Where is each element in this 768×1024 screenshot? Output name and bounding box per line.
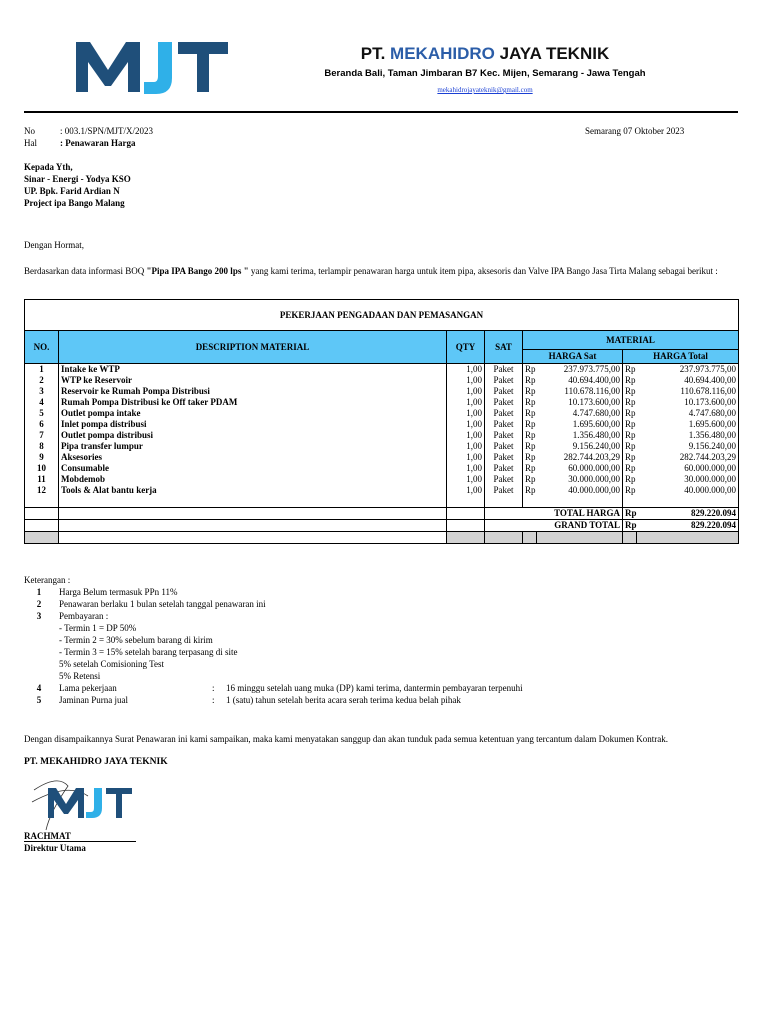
logo-j-shape	[144, 42, 172, 94]
row-harga-sat: 110.678.116,00	[537, 386, 623, 397]
row-no: 7	[25, 430, 59, 441]
company-logo	[74, 36, 234, 100]
signatory-name: RACHMAT	[24, 831, 136, 842]
row-harga-sat-currency: Rp	[523, 375, 537, 386]
table-row-end	[25, 532, 739, 544]
row-sat: Paket	[485, 452, 523, 463]
row-qty: 1,00	[447, 364, 485, 376]
row-harga-total-currency: Rp	[623, 441, 637, 452]
closing-paragraph: Dengan disampaikannya Surat Penawaran ini kami sampaikan, maka kami menyatakan sanggup dan akan tunduk pada semua ketentuan yang tercantum dalam Dokumen Kontrak.	[24, 734, 669, 744]
end-cell	[523, 532, 537, 544]
col-header-no: NO.	[25, 331, 59, 364]
row-no: 6	[25, 419, 59, 430]
table-row	[25, 386, 739, 397]
row-harga-total-currency: Rp	[623, 430, 637, 441]
row-harga-sat-currency: Rp	[523, 485, 537, 496]
table-row	[25, 419, 739, 430]
total-harga-blank-no	[25, 508, 59, 520]
row-harga-total: 30.000.000,00	[637, 474, 739, 485]
header-divider	[24, 111, 738, 113]
price-table-wrapper	[24, 299, 738, 544]
note-5-colon: :	[212, 695, 215, 705]
row-qty: 1,00	[447, 419, 485, 430]
row-harga-total-currency: Rp	[623, 452, 637, 463]
row-harga-sat: 237.973.775,00	[537, 364, 623, 376]
row-harga-sat-currency: Rp	[523, 386, 537, 397]
row-harga-sat: 4.747.680,00	[537, 408, 623, 419]
row-sat: Paket	[485, 375, 523, 386]
row-description: Mobdemob	[59, 474, 447, 485]
row-description: Intake ke WTP	[59, 364, 447, 376]
company-address: Beranda Bali, Taman Jimbaran B7 Kec. Mijen, Semarang - Jawa Tengah	[324, 68, 646, 79]
company-accent: MEKAHIDRO	[390, 44, 495, 63]
row-sat: Paket	[485, 364, 523, 376]
row-harga-sat: 9.156.240,00	[537, 441, 623, 452]
blank-cell	[537, 496, 623, 508]
end-cell	[537, 532, 623, 544]
row-harga-total: 110.678.116,00	[637, 386, 739, 397]
logo-t-shape	[178, 42, 228, 92]
grand-total-value: 829.220.094	[637, 520, 739, 532]
note-3-commissioning: 5% setelah Comisioning Test	[59, 659, 164, 669]
row-no: 1	[25, 364, 59, 376]
blank-cell	[485, 496, 523, 508]
notes-section	[24, 574, 738, 706]
row-harga-sat: 40.000.000,00	[537, 485, 623, 496]
row-harga-total: 1.356.480,00	[637, 430, 739, 441]
row-harga-total: 282.744.203,29	[637, 452, 739, 463]
note-5-value: 1 (satu) tahun setelah berita acara serah terima kedua belah pihak	[226, 695, 461, 705]
row-no: 10	[25, 463, 59, 474]
row-harga-sat: 1.695.600,00	[537, 419, 623, 430]
row-sat: Paket	[485, 485, 523, 496]
row-description: Inlet pompa distribusi	[59, 419, 447, 430]
grand-total-currency: Rp	[623, 520, 637, 532]
end-cell	[59, 532, 447, 544]
blank-cell	[637, 496, 739, 508]
row-harga-sat-currency: Rp	[523, 364, 537, 376]
letter-number-value: : 003.1/SPN/MJT/X/2023	[60, 126, 154, 136]
stamp-m-shape	[48, 788, 84, 818]
table-header-row-1	[25, 331, 739, 350]
note-3-retention: 5% Retensi	[59, 671, 101, 681]
row-harga-sat: 282.744.203,29	[537, 452, 623, 463]
table-title: PEKERJAAN PENGADAAN DAN PEMASANGAN	[25, 300, 739, 331]
row-sat: Paket	[485, 463, 523, 474]
row-qty: 1,00	[447, 408, 485, 419]
company-prefix: PT.	[360, 44, 386, 63]
table-row	[25, 364, 739, 376]
row-qty: 1,00	[447, 452, 485, 463]
intro-paragraph	[24, 266, 718, 276]
note-1-number: 1	[36, 587, 42, 597]
row-harga-sat: 1.356.480,00	[537, 430, 623, 441]
row-harga-total: 1.695.600,00	[637, 419, 739, 430]
signature-stamp-logo	[28, 772, 138, 832]
row-qty: 1,00	[447, 430, 485, 441]
col-header-description: DESCRIPTION MATERIAL	[59, 331, 447, 364]
total-harga-label: TOTAL HARGA	[485, 508, 623, 520]
note-4-number: 4	[36, 683, 42, 693]
logo-m-shape	[76, 42, 140, 92]
note-4-colon: :	[212, 683, 215, 693]
row-description: Rumah Pompa Distribusi ke Off taker PDAM	[59, 397, 447, 408]
stamp-j-shape	[86, 788, 102, 818]
table-row	[25, 430, 739, 441]
blank-cell	[25, 496, 59, 508]
intro-post: yang kami terima, terlampir penawaran harga untuk item pipa, aksesoris dan Valve IPA Bango Jasa Tirta Malang sebagai berikut :	[248, 266, 718, 276]
row-description: Outlet pompa intake	[59, 408, 447, 419]
intro-bold: "Pipa IPA Bango 200 lps "	[146, 266, 249, 276]
row-harga-total-currency: Rp	[623, 386, 637, 397]
note-5-number: 5	[36, 695, 42, 705]
row-description: Consumable	[59, 463, 447, 474]
row-harga-total-currency: Rp	[623, 419, 637, 430]
blank-cell	[623, 496, 637, 508]
note-3-termin-3: - Termin 3 = 15% setelah barang terpasang di site	[59, 647, 238, 657]
row-sat: Paket	[485, 441, 523, 452]
row-description: Reservoir ke Rumah Pompa Distribusi	[59, 386, 447, 397]
note-4-value: 16 minggu setelah uang muka (DP) kami terima, dantermin pembayaran terpenuhi	[226, 683, 523, 693]
row-harga-sat: 60.000.000,00	[537, 463, 623, 474]
row-harga-total-currency: Rp	[623, 397, 637, 408]
col-header-material: MATERIAL	[523, 331, 739, 350]
row-qty: 1,00	[447, 463, 485, 474]
grand-total-label: GRAND TOTAL	[485, 520, 623, 532]
recipient-line-2: Sinar - Energi - Yodya KSO	[24, 174, 131, 184]
row-description: Pipa transfer lumpur	[59, 441, 447, 452]
row-harga-sat-currency: Rp	[523, 474, 537, 485]
note-2-number: 2	[36, 599, 42, 609]
table-row	[25, 463, 739, 474]
note-5-text: Jaminan Purna jual	[59, 695, 128, 705]
col-header-harga-total: HARGA Total	[623, 350, 739, 364]
row-harga-total: 10.173.600,00	[637, 397, 739, 408]
row-description: Aksesories	[59, 452, 447, 463]
row-harga-total-currency: Rp	[623, 485, 637, 496]
row-harga-sat-currency: Rp	[523, 452, 537, 463]
company-email-link[interactable]: mekahidrojayateknik@gmail.com	[437, 86, 533, 94]
col-header-qty: QTY	[447, 331, 485, 364]
row-harga-total: 60.000.000,00	[637, 463, 739, 474]
row-harga-sat-currency: Rp	[523, 463, 537, 474]
end-cell	[623, 532, 637, 544]
note-3-number: 3	[36, 611, 42, 621]
row-harga-sat-currency: Rp	[523, 430, 537, 441]
grand-total-blank-no	[25, 520, 59, 532]
row-harga-sat: 30.000.000,00	[537, 474, 623, 485]
letter-date: Semarang 07 Oktober 2023	[585, 126, 685, 136]
letter-subject-value: : Penawaran Harga	[60, 138, 136, 148]
row-qty: 1,00	[447, 441, 485, 452]
table-row	[25, 485, 739, 496]
note-4-text: Lama pekerjaan	[59, 683, 117, 693]
row-harga-total-currency: Rp	[623, 408, 637, 419]
row-no: 3	[25, 386, 59, 397]
total-harga-blank-qty	[447, 508, 485, 520]
table-row-blank	[25, 496, 739, 508]
note-1-text: Harga Belum termasuk PPn 11%	[59, 587, 178, 597]
row-sat: Paket	[485, 386, 523, 397]
row-harga-sat: 40.694.400,00	[537, 375, 623, 386]
row-no: 5	[25, 408, 59, 419]
blank-cell	[447, 496, 485, 508]
table-row	[25, 408, 739, 419]
recipient-line-4: Project ipa Bango Malang	[24, 198, 125, 208]
note-2-text: Penawaran berlaku 1 bulan setelah tanggal penawaran ini	[59, 599, 266, 609]
end-cell	[485, 532, 523, 544]
grand-total-blank-desc	[59, 520, 447, 532]
letter-subject-label: Hal	[24, 138, 37, 148]
row-qty: 1,00	[447, 397, 485, 408]
row-harga-sat-currency: Rp	[523, 397, 537, 408]
row-no: 8	[25, 441, 59, 452]
note-3-text: Pembayaran :	[59, 611, 109, 621]
row-sat: Paket	[485, 430, 523, 441]
col-header-sat: SAT	[485, 331, 523, 364]
greeting: Dengan Hormat,	[24, 240, 84, 250]
table-row	[25, 397, 739, 408]
total-harga-currency: Rp	[623, 508, 637, 520]
row-sat: Paket	[485, 408, 523, 419]
row-no: 11	[25, 474, 59, 485]
letter-number-label: No	[24, 126, 35, 136]
note-3-termin-1: - Termin 1 = DP 50%	[59, 623, 137, 633]
table-row	[25, 452, 739, 463]
row-description: Tools & Alat bantu kerja	[59, 485, 447, 496]
row-qty: 1,00	[447, 386, 485, 397]
signature-company: PT. MEKAHIDRO JAYA TEKNIK	[24, 757, 168, 767]
row-qty: 1,00	[447, 375, 485, 386]
row-harga-total: 9.156.240,00	[637, 441, 739, 452]
row-harga-total-currency: Rp	[623, 364, 637, 376]
recipient-line-1: Kepada Yth,	[24, 162, 73, 172]
notes-title: Keterangan :	[24, 575, 71, 585]
intro-pre: Berdasarkan data informasi BOQ	[24, 266, 147, 276]
end-cell	[25, 532, 59, 544]
row-sat: Paket	[485, 474, 523, 485]
total-harga-value: 829.220.094	[637, 508, 739, 520]
note-3-termin-2: - Termin 2 = 30% sebelum barang di kirim	[59, 635, 213, 645]
end-cell	[637, 532, 739, 544]
company-name	[275, 44, 695, 64]
table-row	[25, 375, 739, 386]
row-description: WTP ke Reservoir	[59, 375, 447, 386]
row-qty: 1,00	[447, 474, 485, 485]
row-harga-sat-currency: Rp	[523, 408, 537, 419]
table-row	[25, 441, 739, 452]
row-harga-total: 237.973.775,00	[637, 364, 739, 376]
row-sat: Paket	[485, 419, 523, 430]
table-row	[25, 474, 739, 485]
col-header-harga-sat: HARGA Sat	[523, 350, 623, 364]
row-no: 2	[25, 375, 59, 386]
stamp-t-shape	[106, 788, 132, 818]
signatory-title: Direktur Utama	[24, 843, 86, 853]
company-suffix: JAYA TEKNIK	[499, 44, 610, 63]
total-harga-blank-desc	[59, 508, 447, 520]
row-sat: Paket	[485, 397, 523, 408]
row-harga-total-currency: Rp	[623, 463, 637, 474]
row-harga-total: 40.694.400,00	[637, 375, 739, 386]
row-harga-sat-currency: Rp	[523, 419, 537, 430]
row-qty: 1,00	[447, 485, 485, 496]
recipient-line-3: UP. Bpk. Farid Ardian N	[24, 186, 120, 196]
row-harga-total-currency: Rp	[623, 375, 637, 386]
blank-cell	[523, 496, 537, 508]
total-harga-row	[25, 508, 739, 520]
row-no: 4	[25, 397, 59, 408]
row-no: 9	[25, 452, 59, 463]
table-title-row	[25, 300, 739, 331]
row-harga-total: 40.000.000,00	[637, 485, 739, 496]
row-harga-sat-currency: Rp	[523, 441, 537, 452]
price-table	[24, 299, 739, 544]
end-cell	[447, 532, 485, 544]
row-harga-total-currency: Rp	[623, 474, 637, 485]
grand-total-blank-qty	[447, 520, 485, 532]
row-harga-total: 4.747.680,00	[637, 408, 739, 419]
grand-total-row	[25, 520, 739, 532]
blank-cell	[59, 496, 447, 508]
row-no: 12	[25, 485, 59, 496]
row-harga-sat: 10.173.600,00	[537, 397, 623, 408]
row-description: Outlet pompa distribusi	[59, 430, 447, 441]
